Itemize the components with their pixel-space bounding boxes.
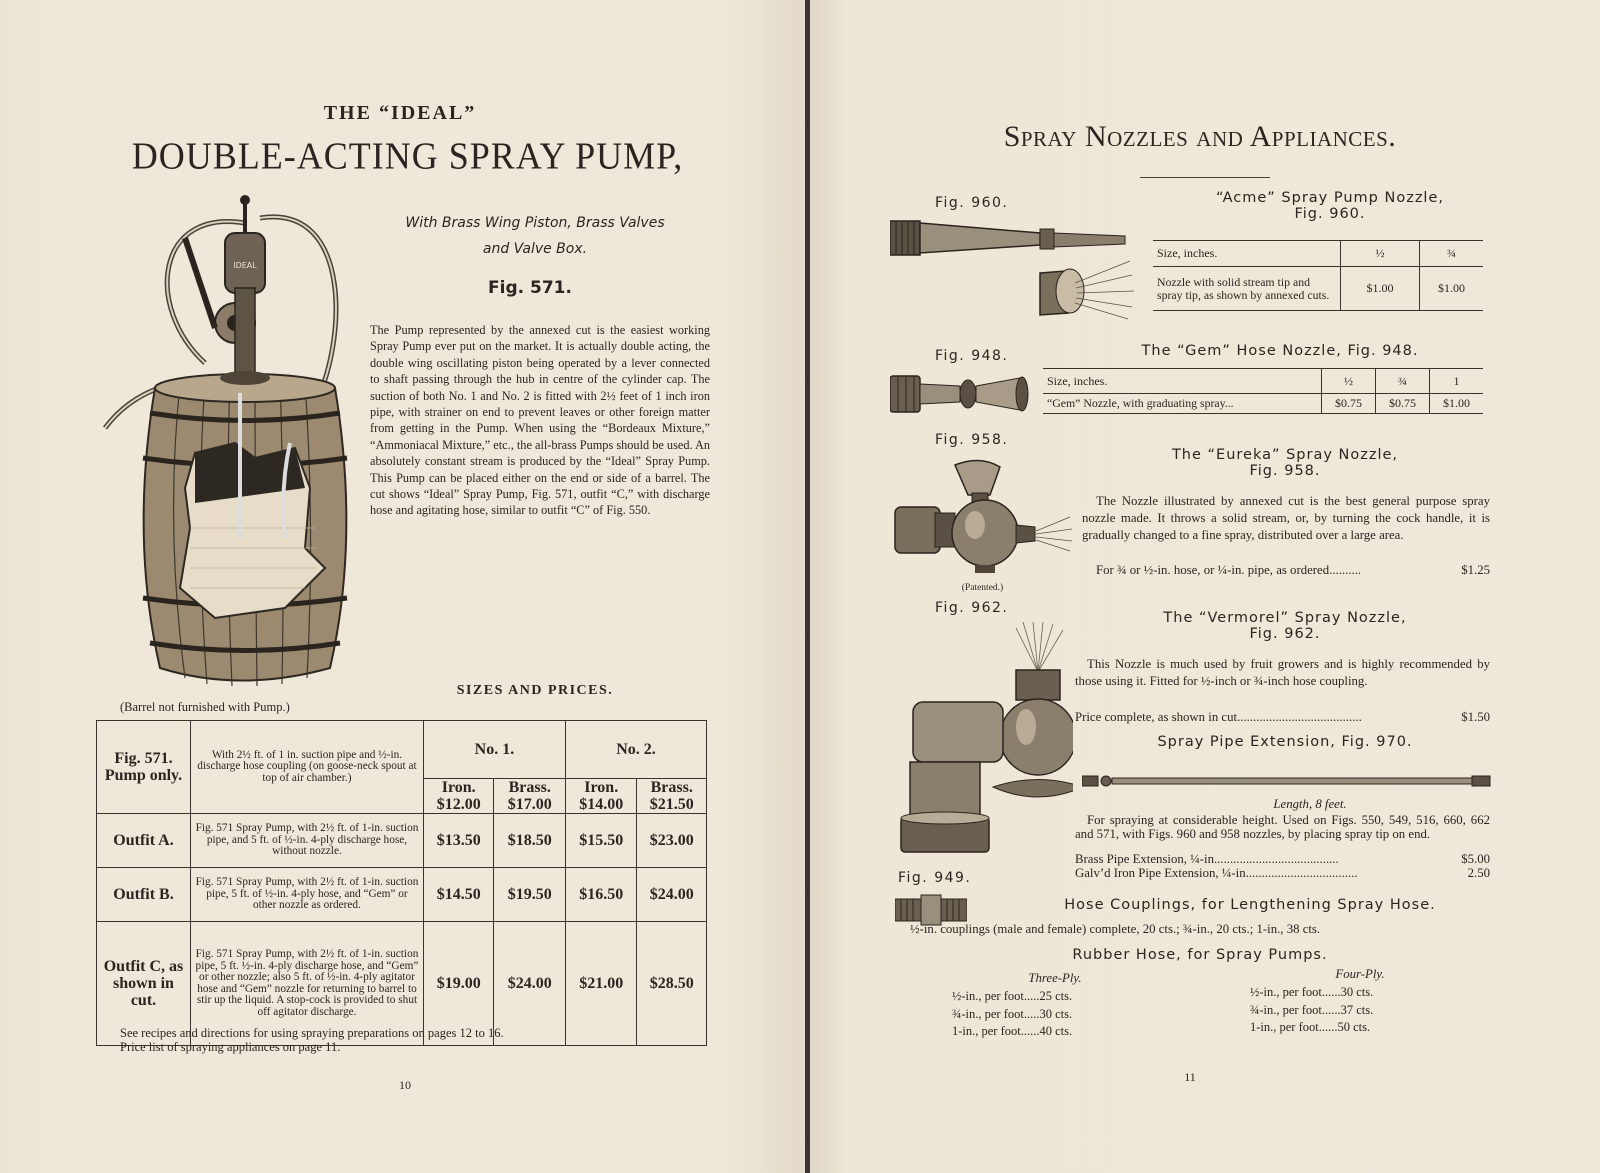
gem-size-a: ½ xyxy=(1322,369,1376,394)
gem-size-b: ¾ xyxy=(1376,369,1430,394)
couplings-heading: Hose Couplings, for Lengthening Spray Hose. xyxy=(1064,897,1436,913)
list-item: ½-in., per foot.....25 cts. xyxy=(952,989,1073,1003)
vermorel-price-desc: Price complete, as shown in cut....................................... xyxy=(1075,710,1362,724)
vermorel-body: This Nozzle is much used by fruit growers and is highly recommended by those using it. Fitted for ½-inch or ¾-inch hose coupling. xyxy=(1075,657,1490,688)
barrel-caption: (Barrel not furnished with Pump.) xyxy=(120,700,290,714)
list-item: ¾-in., per foot.....30 cts. xyxy=(952,1006,1073,1021)
vermorel-price: $1.50 xyxy=(1461,710,1490,724)
gem-nozzle-illustration xyxy=(890,370,1035,420)
footnote-line2: Price list of spraying appliances on page 11. xyxy=(120,1040,341,1054)
brass-extension-price: $5.00 xyxy=(1461,852,1490,866)
couplings-body: ½-in. couplings (male and female) complete, 20 cts.; ¾-in., 20 cts.; 1-in., 38 cts. xyxy=(910,922,1321,936)
header-brass-2: Brass. xyxy=(650,779,693,796)
brass-extension-line xyxy=(1075,852,1490,866)
table-row xyxy=(1043,369,1483,394)
cell-price xyxy=(423,779,494,814)
price-pump-iron1: $12.00 xyxy=(436,796,481,813)
gem-price-a: $0.75 xyxy=(1322,394,1376,414)
header-brass: Brass. xyxy=(508,779,551,796)
acme-size-b: ¾ xyxy=(1420,241,1484,267)
eureka-heading-line2: Fig. 958. xyxy=(1249,463,1321,479)
pump-subtitle xyxy=(370,210,700,262)
price-outfit-c-iron2: $21.00 xyxy=(565,922,637,1046)
price-pump-iron2: $14.00 xyxy=(579,796,624,813)
barrel-pump-illustration xyxy=(95,188,370,703)
fig-960-label: Fig. 960. xyxy=(935,195,1009,211)
four-ply-list xyxy=(1250,984,1450,1037)
ideal-title: THE “IDEAL” xyxy=(323,102,477,124)
gem-item-desc: “Gem” Nozzle, with graduating spray... xyxy=(1043,394,1322,414)
page-number-left: 10 xyxy=(399,1078,411,1092)
table-row xyxy=(1043,394,1483,414)
acme-size-label: Size, inches. xyxy=(1153,241,1341,267)
row-desc-outfit-b: Fig. 571 Spray Pump, with 2½ ft. of 1-in. suction pipe, 5 ft. of ½-in. 4-ply hose, and “Gem” or other nozzle as ordered. xyxy=(191,868,424,922)
acme-price-b: $1.00 xyxy=(1420,267,1484,311)
three-ply-label: Three-Ply. xyxy=(1028,971,1082,985)
gem-price-c: $1.00 xyxy=(1430,394,1484,414)
page-number-right: 11 xyxy=(1184,1070,1196,1084)
price-pump-brass2: $21.50 xyxy=(649,796,694,813)
eureka-body: The Nozzle illustrated by annexed cut is the best general purpose spray nozzle made. It throws a solid stream, or, by turning the cock handle, it is gradually changed to a fine spray, distributed over a large area. xyxy=(1082,494,1490,542)
table-row xyxy=(97,721,707,779)
title-divider xyxy=(1140,177,1270,178)
price-table xyxy=(96,720,707,1046)
gem-price-b: $0.75 xyxy=(1376,394,1430,414)
rubber-hose-heading: Rubber Hose, for Spray Pumps. xyxy=(1072,947,1328,963)
price-outfit-a-iron2: $15.50 xyxy=(565,814,637,868)
header-no1: No. 1. xyxy=(423,721,565,779)
price-outfit-b-brass1: $19.50 xyxy=(494,868,566,922)
galv-extension-desc: Galv’d Iron Pipe Extension, ¼-in................................... xyxy=(1075,866,1358,880)
row-label-pump-only: Fig. 571. Pump only. xyxy=(97,721,191,814)
vermorel-heading xyxy=(1080,610,1490,642)
fig-958-label: Fig. 958. xyxy=(935,432,1009,448)
row-desc-pump-only: With 2½ ft. of 1 in. suction pipe and ½-in. discharge hose coupling (on goose-neck spout at top of air chamber.) xyxy=(191,721,424,814)
acme-price-a: $1.00 xyxy=(1341,267,1420,311)
cell-price xyxy=(565,779,637,814)
table-row xyxy=(1153,267,1483,311)
eureka-nozzle-illustration xyxy=(890,455,1075,575)
extension-length: Length, 8 feet. xyxy=(1273,797,1347,811)
cell-price xyxy=(637,779,707,814)
eureka-price-desc: For ¾ or ½-in. hose, or ¼-in. pipe, as ordered.......... xyxy=(1096,563,1362,577)
gem-size-c: 1 xyxy=(1430,369,1484,394)
price-pump-brass1: $17.00 xyxy=(507,796,552,813)
extension-heading: Spray Pipe Extension, Fig. 970. xyxy=(1157,734,1413,750)
pipe-extension-illustration xyxy=(1082,773,1492,789)
header-no2: No. 2. xyxy=(565,721,706,779)
table-row xyxy=(97,868,707,922)
list-item: 1-in., per foot......40 cts. xyxy=(952,1024,1073,1038)
gem-heading: The “Gem” Hose Nozzle, Fig. 948. xyxy=(1141,343,1419,359)
fig-948-label: Fig. 948. xyxy=(935,348,1009,364)
price-outfit-c-brass1: $24.00 xyxy=(494,922,566,1046)
extension-body: For spraying at considerable height. Used on Figs. 550, 549, 516, 660, 662 and 571, with Figs. 960 and 958 nozzles, by placing spray tip on end. xyxy=(1075,813,1490,841)
header-iron: Iron. xyxy=(441,779,476,796)
galv-extension-price: 2.50 xyxy=(1467,866,1490,880)
eureka-heading-line1: The “Eureka” Spray Nozzle, xyxy=(1171,447,1399,463)
table-row xyxy=(97,814,707,868)
row-desc-outfit-c: Fig. 571 Spray Pump, with 2½ ft. of 1-in. suction pipe, 5 ft. ½-in. 4-ply discharge hose, and “Gem” or other nozzle; also 5 ft. of ½-in. 4-ply agitator hose and “Gem” nozzle for returning to barrel to stir up the liquid. A stop-cock is provided to shut off agitator discharge. xyxy=(191,922,424,1046)
price-outfit-b-brass2: $24.00 xyxy=(637,868,707,922)
acme-heading xyxy=(1150,190,1510,222)
price-outfit-a-iron1: $13.50 xyxy=(423,814,494,868)
appliances-title: Spray Nozzles and Appliances. xyxy=(1003,120,1397,153)
pump-label: IDEAL xyxy=(233,261,257,270)
footnote xyxy=(120,1026,740,1054)
pump-description: The Pump represented by the annexed cut is the easiest working Spray Pump ever put on the market. It is actually double acting, the double wing oscillating piston being operated by a lever connected to shaft passing through the hub in centre of the cylinder cap. The suction of both No. 1 and No. 2 is fitted with 2½ feet of 1 inch iron pipe, with strainer on end to prevent leaves or other foreign matter from getting in the Pump. When using the “Bordeaux Mixture,” “Ammoniacal Mixture,” etc., the all-brass Pumps should be used. An absolutely constant stream is produced by the “Ideal” Spray Pump. This Pump can be placed either on the end or side of a barrel. The cut shows “Ideal” Spray Pump, Fig. 571, outfit “C,” with discharge hose and agitating hose, similar to outfit “C” of Fig. 550. xyxy=(370,323,710,518)
list-item: ½-in., per foot......30 cts. xyxy=(1250,985,1374,999)
vermorel-nozzle-illustration xyxy=(898,622,1073,857)
acme-nozzle-illustration xyxy=(890,213,1135,323)
row-label-outfit-b: Outfit B. xyxy=(97,868,191,922)
galv-extension-line xyxy=(1075,866,1490,880)
vermorel-heading-line1: The “Vermorel” Spray Nozzle, xyxy=(1163,610,1407,626)
price-outfit-a-brass2: $23.00 xyxy=(637,814,707,868)
list-item: 1-in., per foot......50 cts. xyxy=(1250,1020,1371,1034)
price-outfit-a-brass1: $18.50 xyxy=(494,814,566,868)
three-ply-list xyxy=(952,988,1152,1041)
list-item: ¾-in., per foot......37 cts. xyxy=(1250,1002,1374,1017)
vermorel-heading-line2: Fig. 962. xyxy=(1249,626,1321,642)
acme-size-a: ½ xyxy=(1341,241,1420,267)
acme-heading-line2: Fig. 960. xyxy=(1294,206,1366,222)
brass-extension-desc: Brass Pipe Extension, ¼-in....................................... xyxy=(1075,852,1339,866)
row-desc-outfit-a: Fig. 571 Spray Pump, with 2½ ft. of 1-in. suction pipe, and 5 ft. of ½-in. 4-ply discharge hose, without nozzle. xyxy=(191,814,424,868)
right-page xyxy=(810,0,1600,1173)
patented-caption: (Patented.) xyxy=(961,583,1004,593)
gem-price-table xyxy=(1043,368,1483,414)
row-label-outfit-a: Outfit A. xyxy=(97,814,191,868)
pump-subtitle-line1: With Brass Wing Piston, Brass Valves xyxy=(405,215,665,231)
fig-949-label: Fig. 949. xyxy=(898,870,972,886)
pump-subtitle-line2: and Valve Box. xyxy=(482,241,588,257)
table-row xyxy=(1153,241,1483,267)
price-outfit-b-iron1: $14.50 xyxy=(423,868,494,922)
eureka-price: $1.25 xyxy=(1461,563,1490,577)
eureka-heading xyxy=(1080,447,1490,479)
four-ply-label: Four-Ply. xyxy=(1335,967,1385,981)
footnote-line1: See recipes and directions for using spraying preparations on pages 12 to 16. xyxy=(120,1026,504,1040)
pump-title: DOUBLE-ACTING SPRAY PUMP, xyxy=(131,135,684,177)
acme-heading-line1: “Acme” Spray Pump Nozzle, xyxy=(1215,190,1444,206)
price-outfit-c-brass2: $28.50 xyxy=(637,922,707,1046)
gem-size-label: Size, inches. xyxy=(1043,369,1322,394)
acme-item-desc: Nozzle with solid stream tip and spray tip, as shown by annexed cuts. xyxy=(1153,267,1341,311)
eureka-price-line xyxy=(1096,563,1490,578)
vermorel-price-line xyxy=(1075,710,1490,725)
price-outfit-c-iron1: $19.00 xyxy=(423,922,494,1046)
price-outfit-b-iron2: $16.50 xyxy=(565,868,637,922)
acme-price-table xyxy=(1153,240,1483,311)
pump-figure-label: Fig. 571. xyxy=(488,278,572,298)
sizes-and-prices-title: SIZES AND PRICES. xyxy=(456,683,614,698)
cell-price xyxy=(494,779,566,814)
row-label-outfit-c: Outfit C, as shown in cut. xyxy=(97,922,191,1046)
fig-962-label: Fig. 962. xyxy=(935,600,1009,616)
header-iron-2: Iron. xyxy=(584,779,619,796)
